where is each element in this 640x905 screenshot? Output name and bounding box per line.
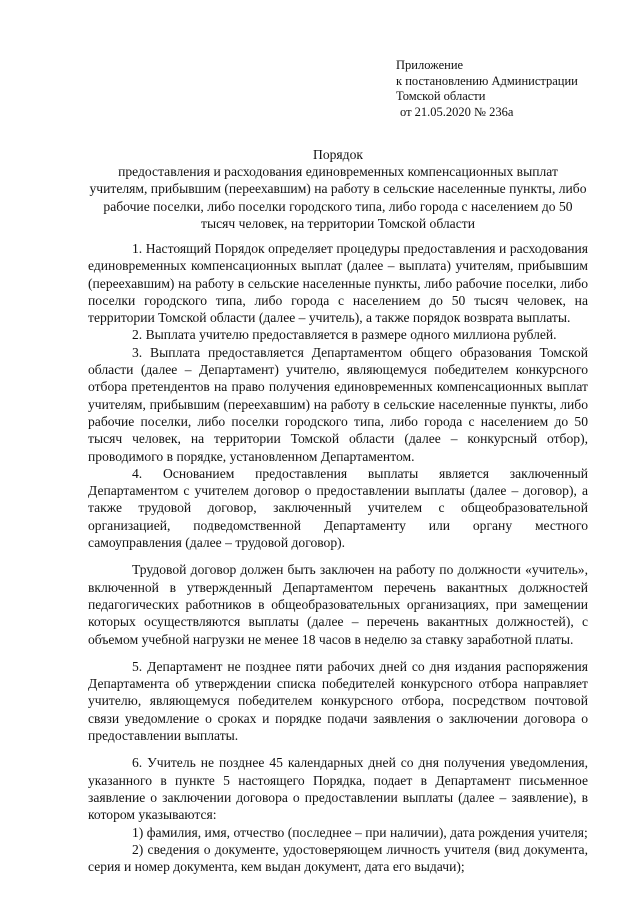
paragraph: 3. Выплата предоставляется Департаментом общего образования Томской области (далее – Департамент) учителю, являющемуся победителем конкурсного отбора претендентов на право получения единовременных компенсационных выплат учителям, прибывшим (переехавшим) на работу в сельские населенные пункты, либо рабочие поселки, либо поселки городского типа, либо города с населением до 50 тысяч человек, на территории Томской области (далее – конкурсный отбор), проводимого в порядке, установленном Департаментом. bbox=[88, 344, 588, 464]
paragraph: 6. Учитель не позднее 45 календарных дней со дня получения уведомления, указанного в пункте 5 настоящего Порядка, подает в Департамент письменное заявление о заключении договора о предоставлении выплаты (далее – заявление), в котором указываются: bbox=[88, 755, 588, 823]
appendix-line: от 21.05.2020 № 236а bbox=[400, 104, 514, 119]
paragraph: 2. Выплата учителю предоставляется в размере одного миллиона рублей. bbox=[132, 327, 557, 343]
paragraph: 5. Департамент не позднее пяти рабочих дней со дня издания распоряжения Департамента об утверждении списка победителей конкурсного отбора направляет учителю, являющемуся победителем конкурсного отбора, посредством почтовой связи уведомление о сроках и порядке подачи заявления о заключении договора о предоставлении выплаты. bbox=[88, 658, 588, 744]
paragraph: 1) фамилия, имя, отчество (последнее – при наличии), дата рождения учителя; bbox=[132, 824, 588, 840]
document-title bbox=[88, 146, 588, 232]
appendix-line: Томской области bbox=[396, 89, 486, 103]
appendix-line: Приложение bbox=[396, 58, 464, 72]
paragraph: 1. Настоящий Порядок определяет процедуры предоставления и расходования единовременных компенсационных выплат (далее – выплата) учителям, прибывшим (переехавшим) на работу в сельские населенные пункты, либо рабочие поселки, либо поселки городского типа, либо города с населением до 50 тысяч человек, на территории Томской области (далее – учитель), а также порядок возврата выплаты. bbox=[88, 241, 588, 326]
paragraph: Трудовой договор должен быть заключен на работу по должности «учитель», включенной в утвержденный Департаментом перечень вакантных должностей педагогических работников в общеобразовательных организациях, при замещении которых осуществляются выплаты (далее – перечень вакантных должностей), с объемом учебной нагрузки не менее 18 часов в неделю за ставку заработной платы. bbox=[88, 562, 588, 647]
paragraph: 4. Основанием предоставления выплаты является заключенный Департаментом с учителем договор о предоставлении выплаты (далее – договор), а также трудовой договор, заключенный учителем с общеобразовательной организацией, подведомственной Департаменту или органу местного самоуправления (далее – трудовой договор). bbox=[88, 465, 588, 551]
title-heading: Порядок bbox=[313, 147, 363, 162]
appendix-header bbox=[396, 58, 578, 120]
title-subtitle: предоставления и расходования единовременных компенсационных выплат учителям, прибывшим (переехавшим) на работу в сельские населенные пункты, либо рабочие поселки, либо поселки городского типа, либо города с населением до 50 тысяч человек, на территории Томской области bbox=[89, 164, 587, 231]
appendix-line: к постановлению Администрации bbox=[396, 73, 578, 88]
paragraph: 2) сведения о документе, удостоверяющем личность учителя (вид документа, серия и номер документа, кем выдан документ, дата его выдачи); bbox=[88, 841, 588, 875]
document-body bbox=[88, 240, 588, 875]
